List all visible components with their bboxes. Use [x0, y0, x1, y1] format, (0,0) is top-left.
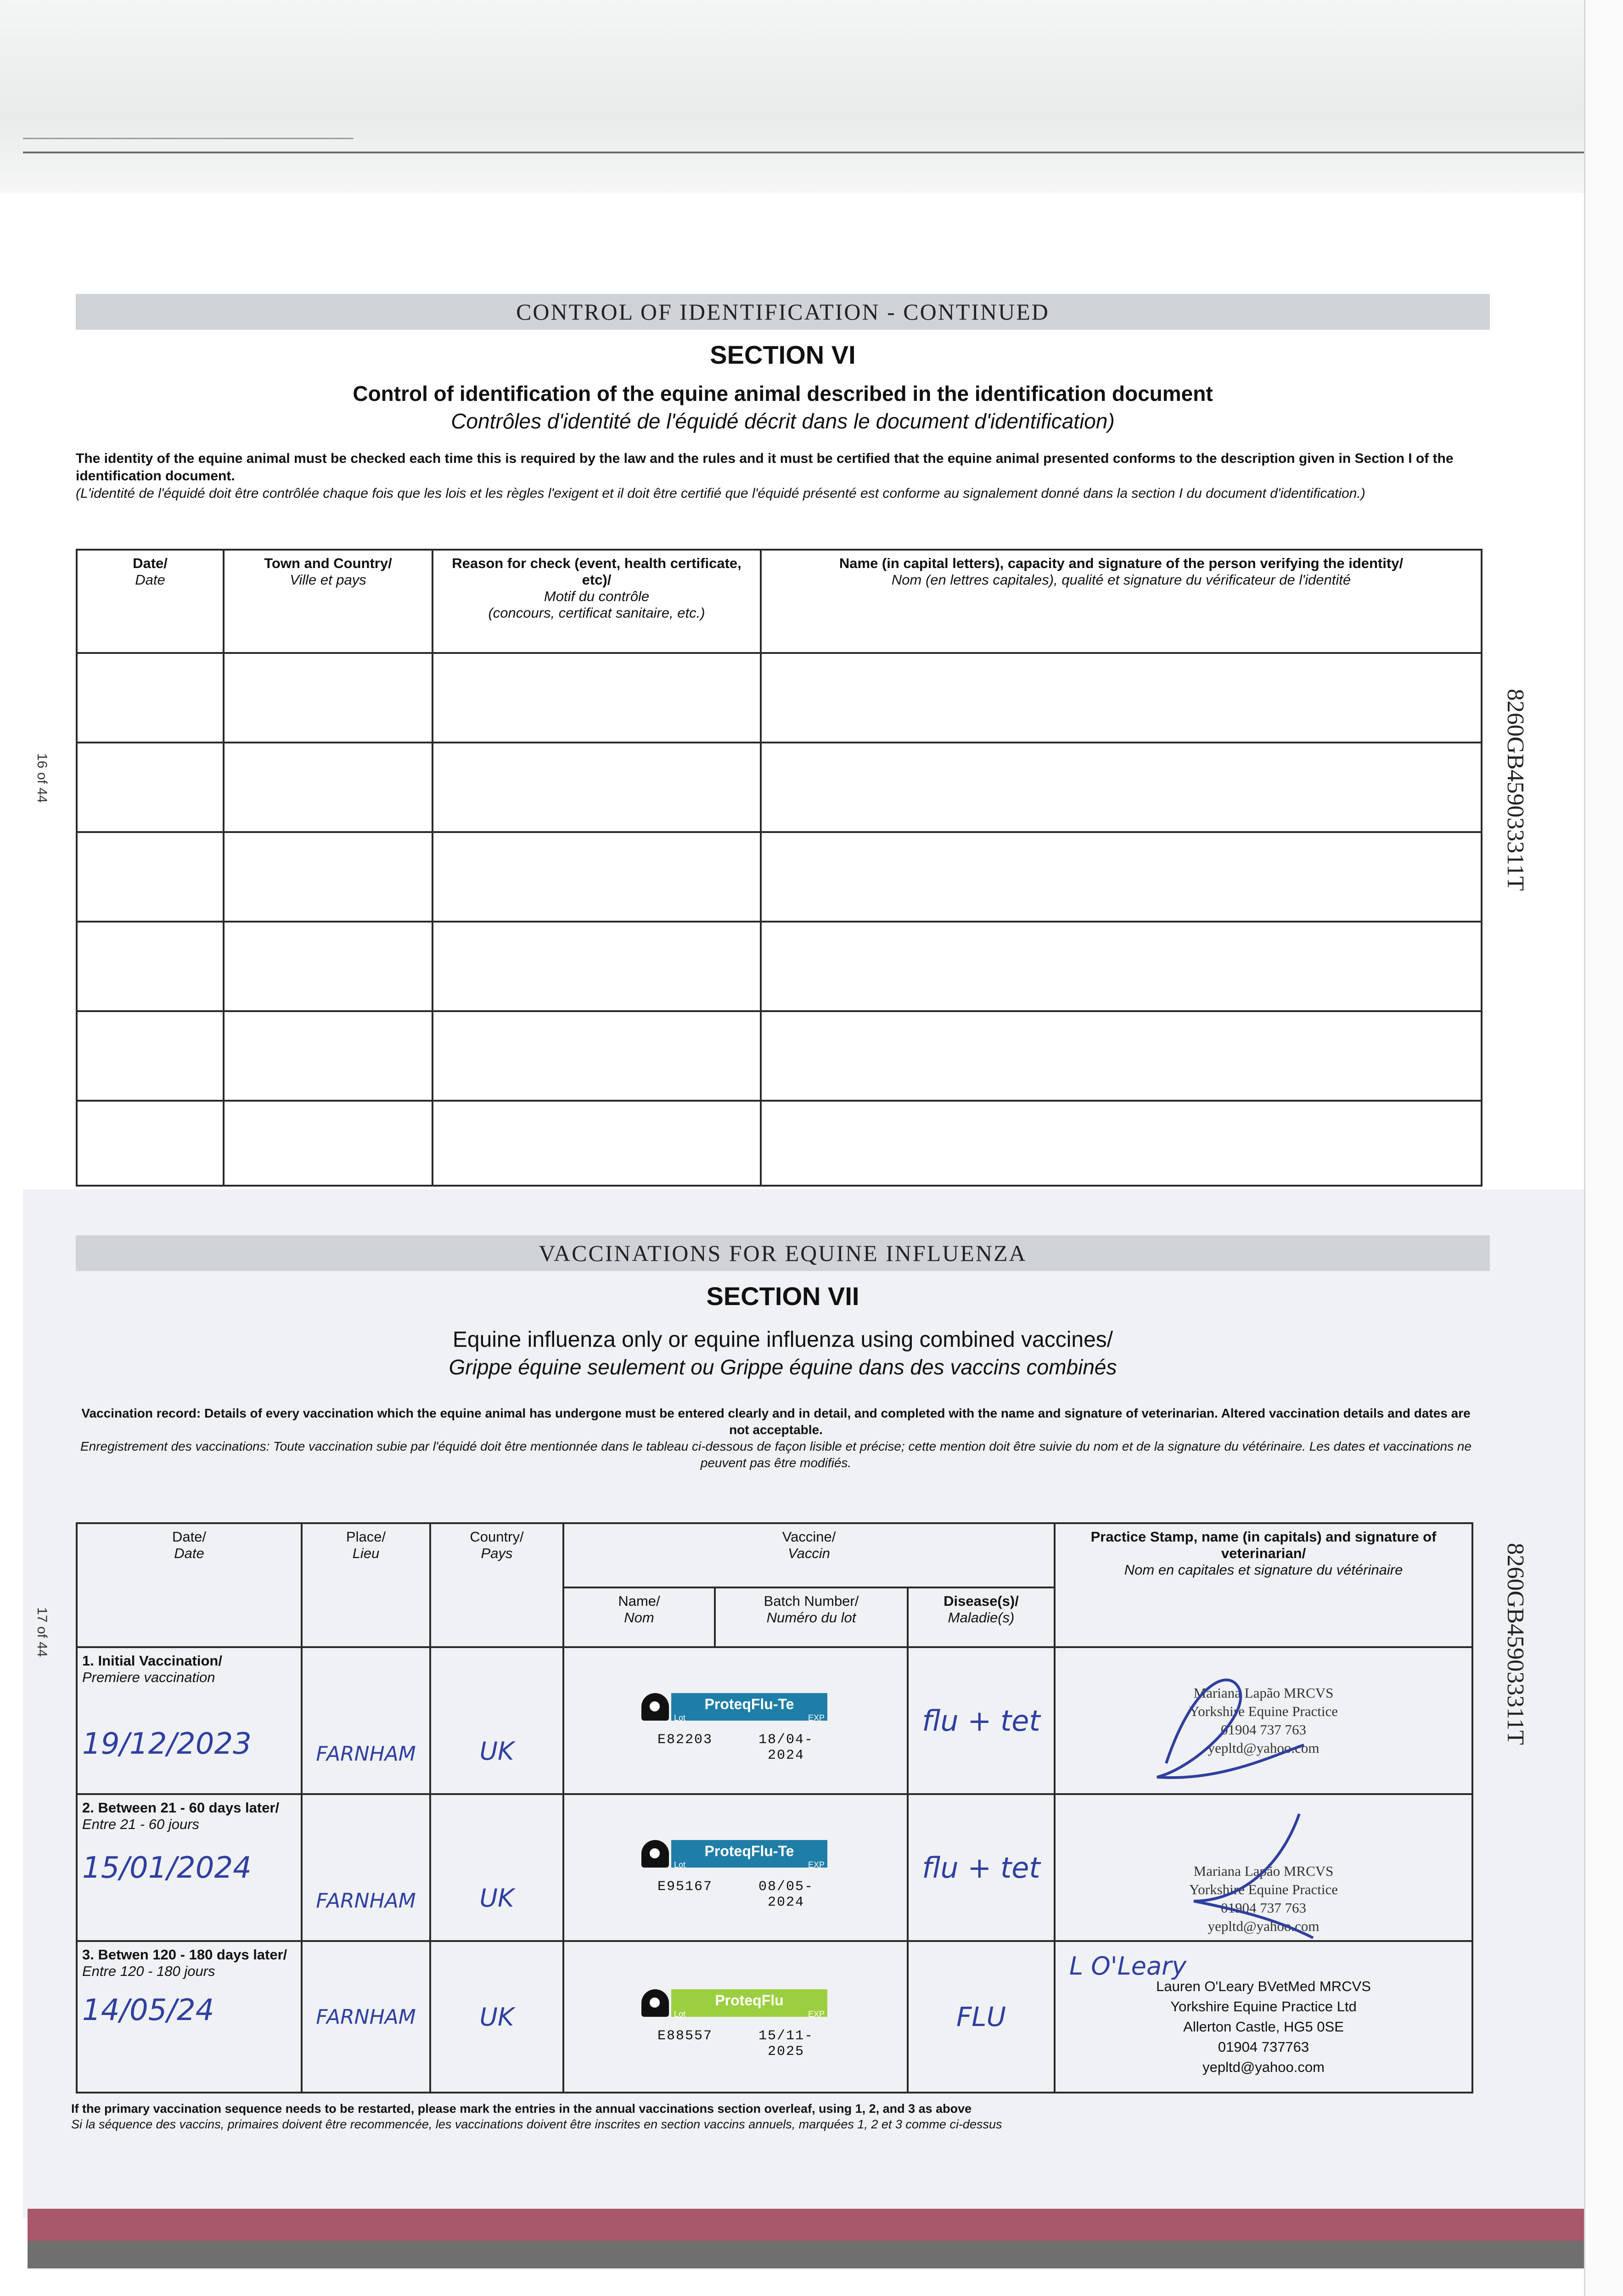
scan-rule-short: [23, 138, 354, 139]
row2-country: UK: [479, 1884, 514, 1913]
table-row: [77, 922, 1482, 1011]
table-row: [77, 743, 1482, 832]
col-date-header: Date/ Date: [77, 550, 224, 653]
restart-note-fr: Si la séquence des vaccins, primaires doivent être recommencée, les vaccinations doivent être inscrites en section vaccins annuels, marquées 1, 2 et 3 comme ci-dessus: [71, 2117, 1002, 2131]
section-vi-note-fr: (L'identité de l'équidé doit être contrôlée chaque fois que les lois et les règles l'exigent et il doit être certifié que l'équidé présenté est conforme au signalement donné dans la section I du document d'identification.): [76, 486, 1365, 501]
vaccine-band: ProteqFlu Lot EXP: [671, 1989, 827, 2017]
page-edge: [1584, 0, 1623, 2296]
row3-lot: E88557: [657, 2028, 713, 2044]
row1-lot: E82203: [657, 1732, 713, 1748]
table-row: [77, 1101, 1482, 1186]
row2-label-en: 2. Between 21 - 60 days later/: [82, 1800, 280, 1816]
row2-stamp-cell: Mariana Lapão MRCVS Yorkshire Equine Practice 01904 737 763 yepltd@yahoo.com: [1055, 1794, 1472, 1941]
vaccine-sticker: [639, 1684, 832, 1762]
vax-place-header: Place/ Lieu: [302, 1523, 430, 1647]
row3-label-fr: Entre 120 - 180 jours: [82, 1963, 215, 1979]
row3-stamp-cell: L O'Leary Lauren O'Leary BVetMed MRCVS Yorkshire Equine Practice Ltd Allerton Castle, HG5 0SE 01904 737763 yepltd@yahoo.com: [1055, 1941, 1472, 2093]
vaccine-logo-icon: [641, 1693, 669, 1721]
vaccine-band: ProteqFlu-Te Lot EXP: [671, 1693, 827, 1721]
cover-edge: [28, 2209, 1584, 2241]
section-vii-banner: [76, 1235, 1490, 1271]
section-vii-subtitle-fr: Grippe équine seulement ou Grippe équine dans des vaccins combinés: [449, 1355, 1117, 1379]
scan-bottom-shadow: [28, 2241, 1584, 2268]
vaccination-record-note: [76, 1405, 1476, 1471]
row3-label-en: 3. Betwen 120 - 180 days later/: [82, 1947, 287, 1963]
page-number-16: 16 of 44: [34, 753, 50, 803]
section-vii-title: SECTION VII: [706, 1282, 859, 1311]
table-header-row: [77, 550, 1482, 653]
section-vi-banner-text: CONTROL OF IDENTIFICATION - CONTINUED: [516, 299, 1050, 325]
row1-place: FARNHAM: [316, 1742, 416, 1766]
section-vii-banner-text: VACCINATIONS FOR EQUINE INFLUENZA: [539, 1240, 1027, 1266]
row3-date-cell: [77, 1941, 302, 2093]
row2-date-cell: [77, 1794, 302, 1941]
row1-label-fr: Premiere vaccination: [82, 1669, 215, 1685]
vet-signature-strokes: [1139, 1662, 1331, 1993]
scan-top-shadow: [0, 0, 1584, 193]
section-vi-note: [76, 450, 1476, 502]
vax-vaccine-header: Vaccine/ Vaccin: [563, 1523, 1055, 1587]
col-reason-header: Reason for check (event, health certificate, etc)/ Motif du contrôle (concours, certificat sanitaire, etc.): [432, 550, 761, 653]
identification-check-table: [76, 549, 1483, 1187]
section-vi-title: SECTION VI: [710, 340, 856, 369]
page-number-17: 17 of 44: [34, 1607, 50, 1657]
row1-country: UK: [479, 1737, 514, 1766]
table-row: [77, 832, 1482, 922]
vax-date-header: Date/ Date: [77, 1523, 302, 1647]
vax-batch-header: Batch Number/ Numéro du lot: [715, 1587, 908, 1647]
row1-sticker-cell: [563, 1647, 908, 1794]
row2-place-cell: [302, 1794, 430, 1941]
row2-country-cell: [430, 1794, 563, 1941]
vaccination-record-en: Vaccination record: Details of every vaccination which the equine animal has undergone must be entered clearly and in detail, and completed with the name and signature of veterinarian. Altered vaccination details and dates are not acceptable.: [81, 1406, 1471, 1437]
vaccine-logo-icon: [641, 1989, 669, 2017]
row1-disease-cell: [908, 1647, 1055, 1794]
row2-label-fr: Entre 21 - 60 jours: [82, 1816, 200, 1832]
vaccine-sticker: [639, 1980, 832, 2058]
row2-disease: flu + tet: [922, 1851, 1040, 1885]
row3-place: FARNHAM: [316, 2005, 416, 2029]
row1-country-cell: [430, 1647, 563, 1794]
row1-stamp-cell: Mariana Lapão MRCVS Yorkshire Equine Practice 01904 737 763 yepltd@yahoo.com: [1055, 1647, 1472, 1794]
row1-date-cell: [77, 1647, 302, 1794]
vax-disease-header: Disease(s)/ Maladie(s): [908, 1587, 1055, 1647]
row2-date: 15/01/2024: [82, 1851, 252, 1885]
vaccine-logo-icon: [641, 1840, 669, 1868]
restart-note: [71, 2101, 1471, 2132]
section-vi-note-en: The identity of the equine animal must be checked each time this is required by the law and the rules and it must be certified that the equine animal presented conforms to the description given in Section I of the identification document.: [76, 451, 1454, 484]
passport-id-lower: 8260GB459033311T: [1502, 1543, 1528, 1745]
row1-place-cell: [302, 1647, 430, 1794]
col-town-header: Town and Country/ Ville et pays: [224, 550, 432, 653]
row2-place: FARNHAM: [316, 1889, 416, 1913]
passport-id-upper: 8260GB459033311T: [1502, 689, 1528, 891]
vax-name-header: Name/ Nom: [563, 1587, 715, 1647]
vax-stamp-header: Practice Stamp, name (in capitals) and signature of veterinarian/ Nom en capitales et signature du vétérinaire: [1055, 1523, 1472, 1647]
vaccine-header-row-1: [77, 1523, 1472, 1587]
row3-signature: L O'Leary: [1069, 1952, 1187, 1981]
row3-country-cell: [430, 1941, 563, 2093]
restart-note-en: If the primary vaccination sequence needs to be restarted, please mark the entries in the annual vaccinations section overleaf, using 1, 2, and 3 as above: [71, 2102, 972, 2116]
row3-disease: FLU: [956, 2001, 1006, 2032]
row3-sticker-cell: [563, 1941, 908, 2093]
row2-sticker-cell: [563, 1794, 908, 1941]
vax-country-header: Country/ Pays: [430, 1523, 563, 1647]
row2-lot: E95167: [657, 1879, 713, 1895]
row3-date: 14/05/24: [82, 1993, 214, 2027]
vaccine-band: ProteqFlu-Te Lot EXP: [671, 1840, 827, 1868]
row1-exp: 18/04-2024: [758, 1732, 814, 1763]
section-vi-subtitle-fr: Contrôles d'identité de l'équidé décrit dans le document d'identification): [451, 409, 1115, 433]
row1-date: 19/12/2023: [82, 1727, 252, 1761]
table-row: [77, 1011, 1482, 1101]
vaccine-sticker: [639, 1831, 832, 1909]
row1-label-en: 1. Initial Vaccination/: [82, 1653, 222, 1669]
row1-disease: flu + tet: [922, 1704, 1040, 1738]
row2-disease-cell: [908, 1794, 1055, 1941]
vaccination-record-fr: Enregistrement des vaccinations: Toute vaccination subie par l'équidé doit être mentionnée dans le tableau ci-dessous de façon lisible et précise; cette mention doit être suivie du nom et de la signature du vétérinaire. Les dates et vaccinations ne peuvent pas être modifiés.: [80, 1439, 1472, 1470]
col-name-header: Name (in capital letters), capacity and signature of the person verifying the identity/ Nom (en lettres capitales), qualité et signature du vérificateur de l'identité: [761, 550, 1482, 653]
row3-disease-cell: [908, 1941, 1055, 2093]
section-vi-banner: [76, 294, 1490, 330]
section-vii-subtitle-en: Equine influenza only or equine influenza using combined vaccines/: [452, 1328, 1113, 1352]
scan-rule: [23, 152, 1584, 153]
row2-exp: 08/05-2024: [758, 1879, 814, 1910]
row3-country: UK: [479, 2002, 514, 2032]
row3-place-cell: [302, 1941, 430, 2093]
row3-exp: 15/11-2025: [758, 2028, 814, 2060]
table-row: [77, 653, 1482, 743]
section-vi-subtitle-en: Control of identification of the equine animal described in the identification document: [353, 382, 1213, 405]
